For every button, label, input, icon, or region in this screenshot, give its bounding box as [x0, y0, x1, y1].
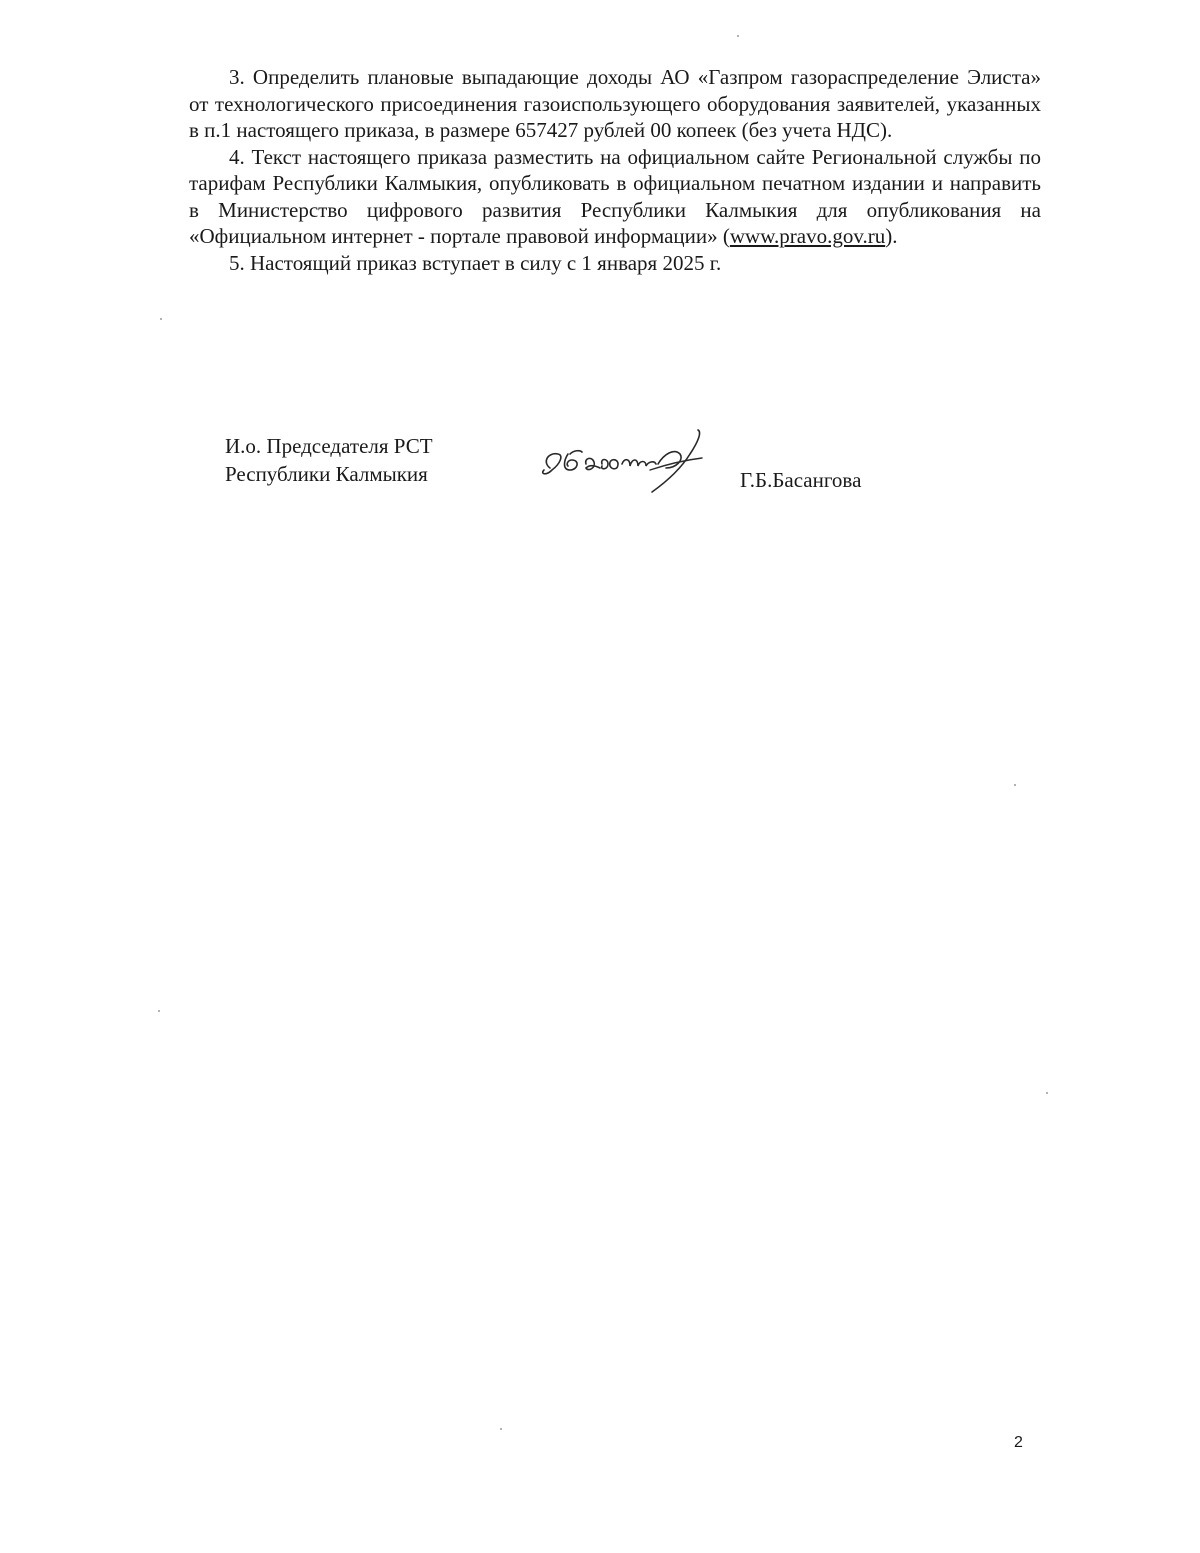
scan-speck — [158, 1010, 160, 1012]
pravo-gov-link[interactable]: www.pravo.gov.ru — [729, 224, 886, 248]
paragraph-4-text: 4. Текст настоящего приказа разместить на официальном сайте Региональной службы по тарифам Республики Калмыкия, опубликовать в официальном печатном издании и направить в Министерство цифрового развития Республики Калмыкия для опубликования на «Официальном интернет - портале правовой информации» ( — [189, 144, 1041, 248]
signer-position — [225, 432, 433, 488]
scan-speck — [1014, 784, 1016, 786]
page-number: 2 — [1014, 1434, 1023, 1451]
signer-name: Г.Б.Басангова — [740, 468, 862, 492]
paragraph-4 — [189, 144, 1041, 250]
paragraph-4-tail: ). — [885, 224, 898, 248]
paragraph-5: 5. Настоящий приказ вступает в силу с 1 января 2025 г. — [229, 250, 722, 275]
signer-position-line-2: Республики Калмыкия — [225, 462, 428, 486]
order-body-text — [189, 64, 1041, 276]
paragraph-3: 3. Определить плановые выпадающие доходы АО «Газпром газораспределение Элиста» от технологического присоединения газоиспользующего оборудования заявителей, указанных в п.1 настоящего приказа, в размере 657427 рублей 00 копеек (без учета НДС). — [189, 65, 1041, 142]
scan-speck — [160, 318, 162, 320]
scan-speck — [737, 35, 739, 37]
handwritten-signature — [530, 424, 720, 496]
scan-speck — [1046, 1092, 1048, 1094]
signer-position-line-1: И.о. Председателя РСТ — [225, 434, 433, 458]
scan-speck — [500, 1428, 502, 1430]
